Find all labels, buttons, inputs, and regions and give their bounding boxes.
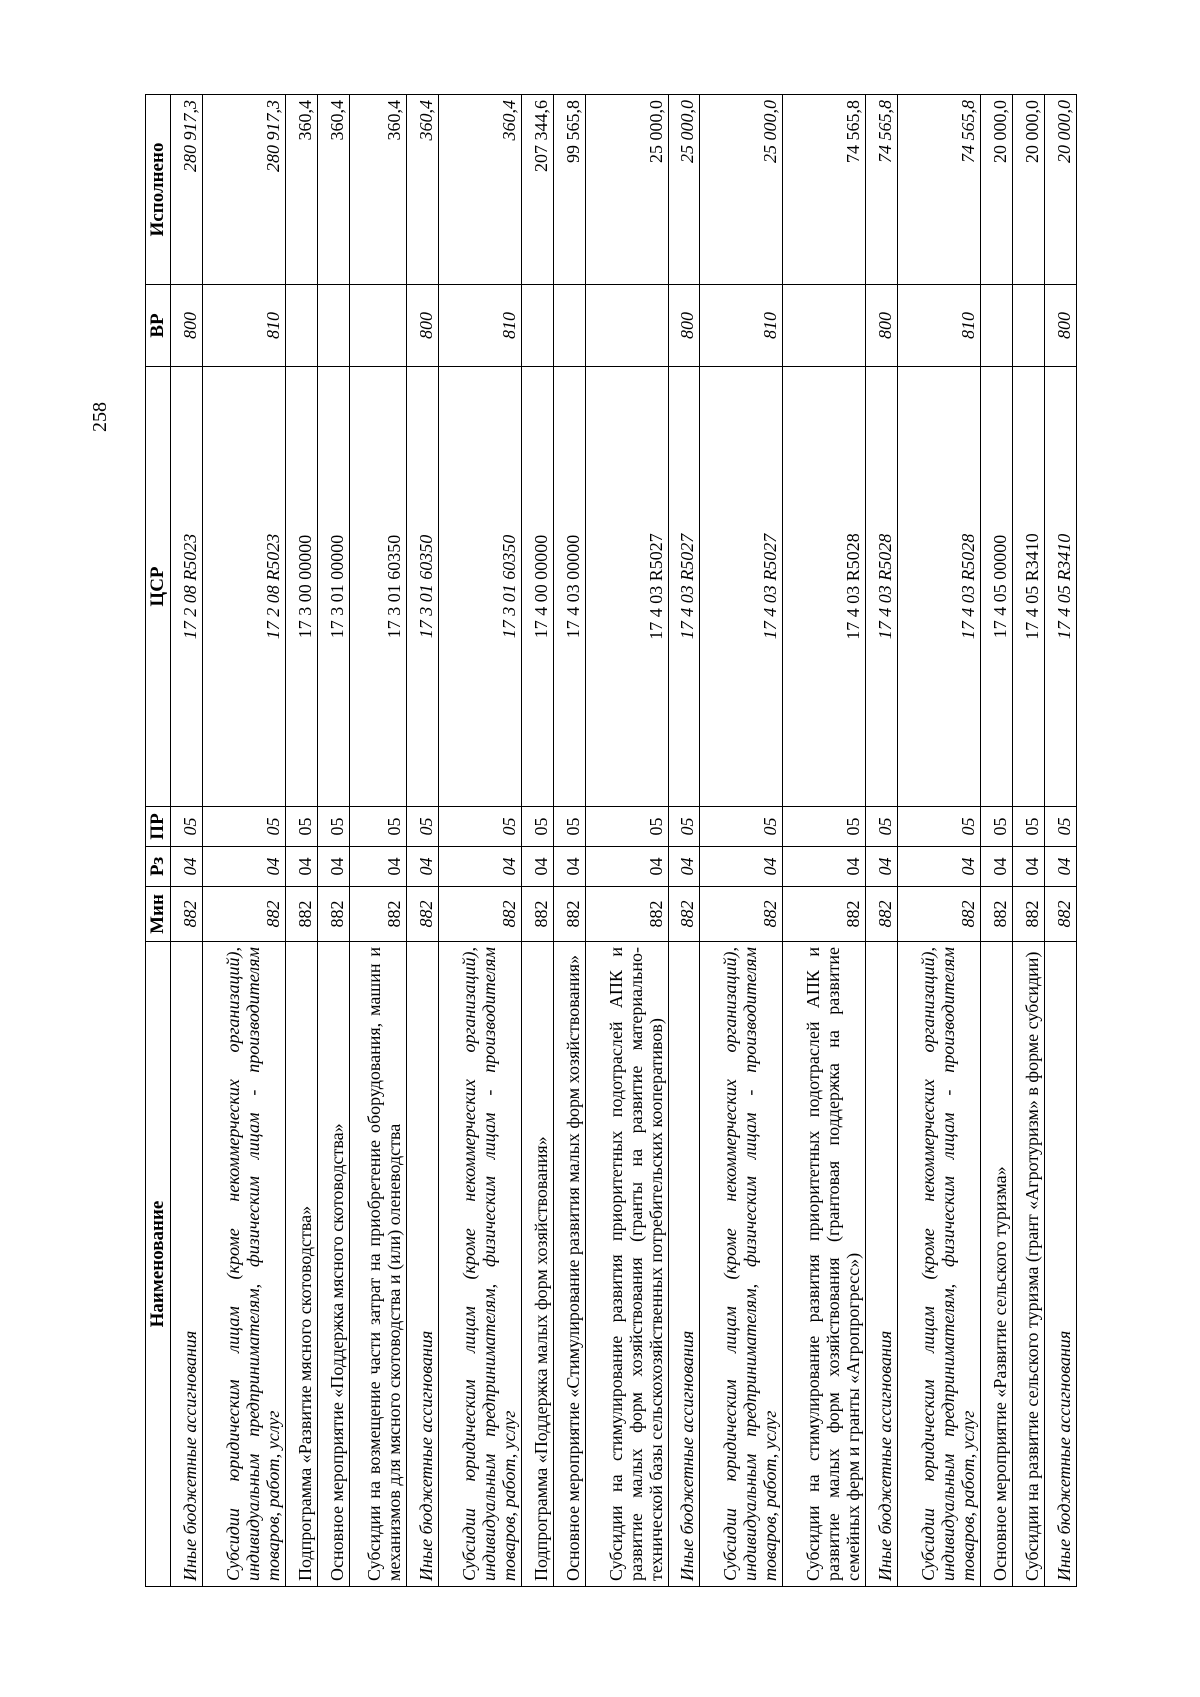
cell-min: 882 <box>407 887 439 942</box>
cell-min: 882 <box>981 887 1013 942</box>
cell-vr: 810 <box>898 285 981 367</box>
table-row <box>202 95 285 1587</box>
cell-rz: 04 <box>1013 847 1045 887</box>
table-row <box>585 95 668 1587</box>
cell-executed: 20 000,0 <box>1044 95 1076 285</box>
table-header-row <box>146 95 171 1587</box>
cell-rz: 04 <box>866 847 898 887</box>
rotated-table-frame <box>145 95 1077 1587</box>
cell-rz: 04 <box>553 847 585 887</box>
cell-min: 882 <box>668 887 700 942</box>
cell-min: 882 <box>1044 887 1076 942</box>
cell-csr: 17 4 03 R5027 <box>585 367 668 807</box>
cell-pr: 05 <box>349 807 406 847</box>
header-min: Мин <box>146 887 171 942</box>
cell-vr <box>783 285 866 367</box>
header-name: Наименование <box>146 942 171 1587</box>
cell-vr: 800 <box>407 285 439 367</box>
table-row <box>668 95 700 1587</box>
cell-rz: 04 <box>898 847 981 887</box>
cell-executed: 20 000,0 <box>1013 95 1045 285</box>
cell-executed: 360,4 <box>317 95 349 285</box>
cell-min: 882 <box>1013 887 1045 942</box>
cell-min: 882 <box>898 887 981 942</box>
cell-rz: 04 <box>407 847 439 887</box>
cell-rz: 04 <box>171 847 203 887</box>
cell-csr: 17 2 08 R5023 <box>202 367 285 807</box>
cell-min: 882 <box>521 887 553 942</box>
table-row <box>981 95 1013 1587</box>
cell-executed: 280 917,3 <box>202 95 285 285</box>
cell-min: 882 <box>202 887 285 942</box>
cell-csr: 17 4 03 R5028 <box>866 367 898 807</box>
table-row <box>317 95 349 1587</box>
cell-pr: 05 <box>438 807 521 847</box>
cell-executed: 25 000,0 <box>585 95 668 285</box>
cell-pr: 05 <box>202 807 285 847</box>
cell-csr: 17 3 01 00000 <box>317 367 349 807</box>
cell-pr: 05 <box>585 807 668 847</box>
table-row <box>1013 95 1045 1587</box>
cell-vr: 810 <box>438 285 521 367</box>
cell-name: Субсидии на возмещение части затрат на приобретение оборудования, машин и механизмов для мясного скотоводства и (или) оленеводства <box>349 942 406 1587</box>
cell-name: Иные бюджетные ассигнования <box>866 942 898 1587</box>
cell-pr: 05 <box>700 807 783 847</box>
table-row <box>866 95 898 1587</box>
cell-name: Субсидии юридическим лицам (кроме некоммерческих организаций), индивидуальным предпринимателям, физическим лицам - производителям товаров, работ, услуг <box>700 942 783 1587</box>
cell-vr: 800 <box>171 285 203 367</box>
cell-pr: 05 <box>317 807 349 847</box>
cell-pr: 05 <box>171 807 203 847</box>
cell-name: Основное мероприятие «Стимулирование развития малых форм хозяйствования» <box>553 942 585 1587</box>
cell-executed: 25 000,0 <box>700 95 783 285</box>
cell-csr: 17 3 01 60350 <box>438 367 521 807</box>
budget-execution-table <box>145 94 1077 1587</box>
cell-rz: 04 <box>202 847 285 887</box>
cell-rz: 04 <box>521 847 553 887</box>
cell-pr: 05 <box>668 807 700 847</box>
cell-name: Иные бюджетные ассигнования <box>407 942 439 1587</box>
cell-vr: 800 <box>866 285 898 367</box>
table-row <box>285 95 317 1587</box>
cell-pr: 05 <box>521 807 553 847</box>
cell-name: Субсидии на стимулирование развития приоритетных подотраслей АПК и развитие малых форм хозяйствования (гранты на развитие материально-технической базы сельскохозяйственных потребительских кооперативов) <box>585 942 668 1587</box>
header-executed: Исполнено <box>146 95 171 285</box>
cell-executed: 99 565,8 <box>553 95 585 285</box>
cell-csr: 17 4 05 00000 <box>981 367 1013 807</box>
cell-vr <box>585 285 668 367</box>
cell-vr <box>553 285 585 367</box>
cell-name: Субсидии юридическим лицам (кроме некоммерческих организаций), индивидуальным предпринимателям, физическим лицам - производителям товаров, работ, услуг <box>898 942 981 1587</box>
cell-csr: 17 4 03 R5027 <box>700 367 783 807</box>
cell-vr: 800 <box>1044 285 1076 367</box>
cell-min: 882 <box>317 887 349 942</box>
cell-rz: 04 <box>981 847 1013 887</box>
cell-name: Основное мероприятие «Поддержка мясного скотоводства» <box>317 942 349 1587</box>
cell-min: 882 <box>700 887 783 942</box>
table-row <box>553 95 585 1587</box>
cell-executed: 360,4 <box>438 95 521 285</box>
cell-executed: 74 565,8 <box>898 95 981 285</box>
cell-executed: 74 565,8 <box>783 95 866 285</box>
cell-vr <box>349 285 406 367</box>
cell-executed: 360,4 <box>407 95 439 285</box>
cell-rz: 04 <box>438 847 521 887</box>
cell-min: 882 <box>285 887 317 942</box>
cell-pr: 05 <box>285 807 317 847</box>
cell-name: Основное мероприятие «Развитие сельского туризма» <box>981 942 1013 1587</box>
cell-csr: 17 4 00 00000 <box>521 367 553 807</box>
cell-pr: 05 <box>553 807 585 847</box>
cell-vr: 810 <box>700 285 783 367</box>
cell-csr: 17 4 03 00000 <box>553 367 585 807</box>
cell-csr: 17 4 03 R5028 <box>898 367 981 807</box>
table-row <box>349 95 406 1587</box>
cell-csr: 17 3 01 60350 <box>407 367 439 807</box>
cell-pr: 05 <box>866 807 898 847</box>
cell-rz: 04 <box>285 847 317 887</box>
cell-min: 882 <box>553 887 585 942</box>
cell-rz: 04 <box>783 847 866 887</box>
table-row <box>521 95 553 1587</box>
cell-rz: 04 <box>700 847 783 887</box>
cell-csr: 17 4 03 R5027 <box>668 367 700 807</box>
table-row <box>700 95 783 1587</box>
table-row <box>898 95 981 1587</box>
header-pr: ПР <box>146 807 171 847</box>
cell-executed: 360,4 <box>349 95 406 285</box>
cell-rz: 04 <box>668 847 700 887</box>
cell-vr <box>1013 285 1045 367</box>
page-number: 258 <box>89 402 111 432</box>
cell-vr <box>981 285 1013 367</box>
cell-min: 882 <box>783 887 866 942</box>
cell-vr <box>317 285 349 367</box>
table-row <box>1044 95 1076 1587</box>
cell-min: 882 <box>349 887 406 942</box>
table-row <box>171 95 203 1587</box>
cell-name: Подпрограмма «Поддержка малых форм хозяйствования» <box>521 942 553 1587</box>
cell-csr: 17 3 01 60350 <box>349 367 406 807</box>
header-rz: Рз <box>146 847 171 887</box>
cell-vr <box>521 285 553 367</box>
cell-name: Иные бюджетные ассигнования <box>171 942 203 1587</box>
cell-csr: 17 4 05 R3410 <box>1044 367 1076 807</box>
cell-executed: 360,4 <box>285 95 317 285</box>
cell-vr: 800 <box>668 285 700 367</box>
cell-executed: 25 000,0 <box>668 95 700 285</box>
cell-pr: 05 <box>783 807 866 847</box>
cell-name: Субсидии на развитие сельского туризма (грант «Агротуризм» в форме субсидии) <box>1013 942 1045 1587</box>
cell-pr: 05 <box>1044 807 1076 847</box>
cell-pr: 05 <box>898 807 981 847</box>
cell-rz: 04 <box>585 847 668 887</box>
cell-name: Субсидии юридическим лицам (кроме некоммерческих организаций), индивидуальным предпринимателям, физическим лицам - производителям товаров, работ, услуг <box>202 942 285 1587</box>
cell-executed: 74 565,8 <box>866 95 898 285</box>
cell-csr: 17 4 05 R3410 <box>1013 367 1045 807</box>
cell-name: Субсидии юридическим лицам (кроме некоммерческих организаций), индивидуальным предпринимателям, физическим лицам - производителям товаров, работ, услуг <box>438 942 521 1587</box>
table-row <box>438 95 521 1587</box>
table-row <box>407 95 439 1587</box>
cell-executed: 207 344,6 <box>521 95 553 285</box>
cell-name: Иные бюджетные ассигнования <box>1044 942 1076 1587</box>
cell-vr <box>285 285 317 367</box>
cell-min: 882 <box>171 887 203 942</box>
cell-executed: 20 000,0 <box>981 95 1013 285</box>
cell-pr: 05 <box>1013 807 1045 847</box>
cell-name: Иные бюджетные ассигнования <box>668 942 700 1587</box>
cell-rz: 04 <box>317 847 349 887</box>
cell-executed: 280 917,3 <box>171 95 203 285</box>
cell-name: Подпрограмма «Развитие мясного скотоводства» <box>285 942 317 1587</box>
cell-min: 882 <box>866 887 898 942</box>
cell-rz: 04 <box>1044 847 1076 887</box>
header-csr: ЦСР <box>146 367 171 807</box>
cell-rz: 04 <box>349 847 406 887</box>
table-row <box>783 95 866 1587</box>
cell-pr: 05 <box>981 807 1013 847</box>
cell-vr: 810 <box>202 285 285 367</box>
cell-pr: 05 <box>407 807 439 847</box>
cell-csr: 17 2 08 R5023 <box>171 367 203 807</box>
cell-csr: 17 4 03 R5028 <box>783 367 866 807</box>
cell-min: 882 <box>585 887 668 942</box>
cell-name: Субсидии на стимулирование развития приоритетных подотраслей АПК и развитие малых форм хозяйствования (грантовая поддержка на развитие семейных ферм и гранты «Агропрогресс») <box>783 942 866 1587</box>
cell-min: 882 <box>438 887 521 942</box>
header-vr: ВР <box>146 285 171 367</box>
cell-csr: 17 3 00 00000 <box>285 367 317 807</box>
